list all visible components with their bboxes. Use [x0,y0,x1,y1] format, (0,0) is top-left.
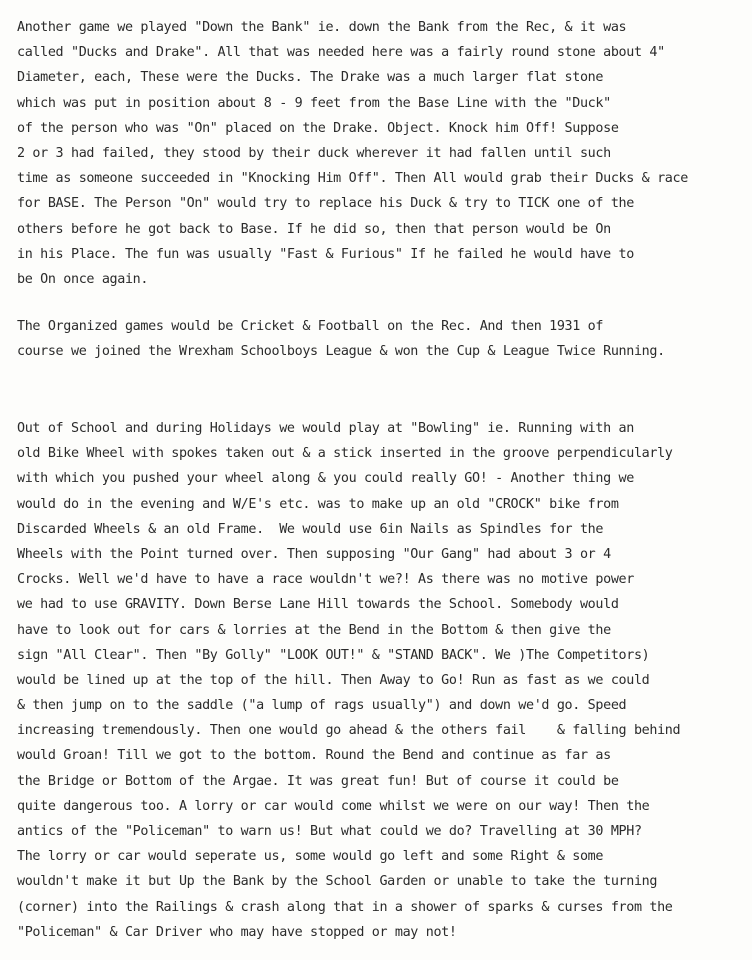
text-line: (corner) into the Railings & crash along that in a shower of sparks & curses from the [17,899,673,915]
paragraph-bowling-and-crocks [17,416,680,945]
text-line: Discarded Wheels & an old Frame. We would use 6in Nails as Spindles for the [17,521,604,537]
text-line: & then jump on to the saddle ("a lump of rags usually") and down we'd go. Speed [17,698,627,714]
text-line: Wheels with the Point turned over. Then supposing "Our Gang" had about 3 or 4 [17,546,611,562]
text-line: with which you pushed your wheel along & you could really GO! - Another thing we [17,471,634,487]
text-line: have to look out for cars & lorries at the Bend in the Bottom & then give the [17,622,611,638]
text-line: which was put in position about 8 - 9 feet from the Base Line with the "Duck" [17,95,611,111]
text-line: Out of School and during Holidays we would play at "Bowling" ie. Running with an [17,421,634,436]
text-line: in his Place. The fun was usually "Fast & Furious" If he failed he would have to [17,246,634,262]
text-line: be On once again. [17,271,149,287]
text-line: for BASE. The Person "On" would try to replace his Duck & try to TICK one of the [17,196,634,212]
text-line: antics of the "Policeman" to warn us! But what could we do? Travelling at 30 MPH? [17,824,642,839]
text-line: of the person who was "On" placed on the Drake. Object. Knock him Off! Suppose [17,120,619,136]
text-line: sign "All Clear". Then "By Golly" "LOOK OUT!" & "STAND BACK". We )The Competitors) [17,647,650,663]
paragraph-organized-games [17,314,665,364]
text-line: we had to use GRAVITY. Down Berse Lane Hill towards the School. Somebody would [17,597,619,613]
text-line: others before he got back to Base. If he did so, then that person would be On [17,221,611,237]
text-line: The Organized games would be Cricket & Football on the Rec. And then 1931 of [17,319,604,334]
text-line: old Bike Wheel with spokes taken out & a stick inserted in the groove perpendicularly [17,446,673,462]
text-line: called "Ducks and Drake". All that was needed here was a fairly round stone about 4" [17,45,665,61]
text-line: course we joined the Wrexham Schoolboys League & won the Cup & League Twice Running. [17,344,665,360]
text-line: would do in the evening and W/E's etc. was to make up an old "CROCK" bike from [17,496,619,512]
text-line: 2 or 3 had failed, they stood by their duck wherever it had fallen until such [17,145,611,161]
text-line: increasing tremendously. Then one would go ahead & the others fail & falling behind [17,723,681,739]
text-line: "Policeman" & Car Driver who may have stopped or may not! [17,924,457,940]
text-line: Crocks. Well we'd have to have a race wouldn't we?! As there was no motive power [17,572,634,588]
text-line: would Groan! Till we got to the bottom. Round the Bend and continue as far as [17,748,611,764]
text-line: The lorry or car would seperate us, some would go left and some Right & some [17,849,604,865]
text-line: time as someone succeeded in "Knocking Him Off". Then All would grab their Ducks & race [17,171,688,187]
text-line: quite dangerous too. A lorry or car would come whilst we were on our way! Then the [17,798,650,814]
text-line: the Bridge or Bottom of the Argae. It was great fun! But of course it could be [17,773,619,789]
text-line: Diameter, each, These were the Ducks. The Drake was a much larger flat stone [17,70,604,86]
text-line: Another game we played "Down the Bank" ie. down the Bank from the Rec, & it was [17,20,627,35]
text-line: wouldn't make it but Up the Bank by the School Garden or unable to take the turning [17,874,658,890]
text-line: would be lined up at the top of the hill. Then Away to Go! Run as fast as we could [17,672,650,688]
paragraph-ducks-and-drake [17,15,688,292]
